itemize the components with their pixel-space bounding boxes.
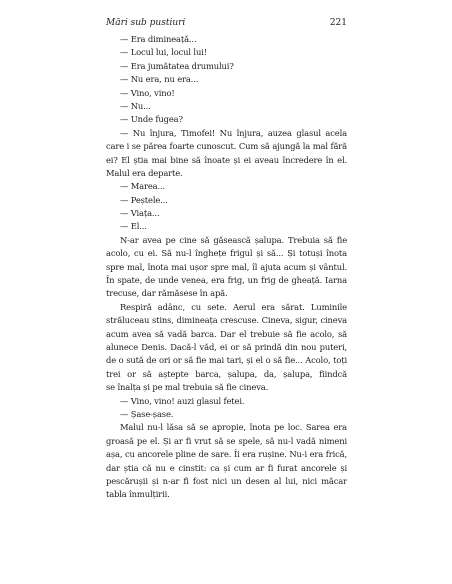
text-line: — Nu era, nu era... [120,74,199,85]
text-line: — Marea... [120,181,166,192]
text-line: dar știa că nu e cinstit: ca și cum ar fi furat ancorele și [106,462,347,473]
text-line: — Vino, vino! [120,87,175,98]
text-line: — Nu... [120,100,151,111]
text-line: spre mal, înota mai ușor spre mal, îl ajuta acum și vântul. [106,261,347,272]
text-line: trei or să aștepte barca, șalupa, da, șalupa, fiindcă [106,368,347,379]
text-line: ei? El știa mai bine să înoate și ei aveau încredere în el. [106,154,347,165]
text-line: străluceau stins, dimineața crescuse. Cineva, sigur, cineva [106,315,347,326]
text-line: de o sută de ori or să fie mai tari, și el o să fie... Acolo, toți [106,355,347,366]
text-line: se înalța și pe mal trebuia să fie cineva. [106,382,269,393]
text-line: În spate, de unde venea, era frig, un frig de gheață. Iarna [106,275,347,286]
text-line: N-ar avea pe cine să găsească șalupa. Trebuia să fie [120,234,347,245]
text-line: alunece Denis. Dacă-l văd, ei or să prindă din nou puteri, [106,341,347,352]
text-line: — Vino, vino! auzi glasul fetei. [120,395,245,406]
text-line: — Nu înjura, Timofei! Nu înjura, auzea glasul acela [120,127,347,138]
text-line: — El... [120,221,147,232]
text-line: tabla înmulțirii. [106,489,170,500]
text-line: — Era dimineață... [120,34,197,44]
text-line: groasă pe el. Și ar fi vrut să se spele, să nu-l vadă nimeni [106,435,347,446]
text-line: trecuse, dar rămăsese în apă. [106,288,228,299]
body-text [106,33,347,502]
running-header [106,18,347,32]
text-line: — Viața... [120,208,160,219]
text-line: care i se părea foarte cunoscut. Cum să ajungă la mal fără [106,141,347,152]
text-line: Malul nu-l lăsa să se apropie, înota pe loc. Sarea era [120,422,347,433]
text-line: Respiră adânc, cu sete. Aerul era sărat. Luminile [120,301,347,312]
text-line: pescărușii și n-ar fi fost nici un desen al lui, nici măcar [106,475,347,486]
text-line: acum avea să vadă barca. Dar el trebuie să fie acolo, să [106,328,347,339]
text-line: — Șase-șase. [120,408,174,419]
page-number: 221 [329,18,347,28]
text-line: așa, cu ancorele pline de sare. Îi era rușine. Nu-i era frică, [106,449,347,460]
text-line: — Era jumătatea drumului? [120,60,234,71]
text-line: — Peștele... [120,194,168,205]
text-line: acolo, cu ei. Să nu-l înghețe frigul și să... Și totuși înota [106,248,347,259]
text-line: — Unde fugea? [120,114,183,125]
text-line: — Locul lui, locul lui! [120,47,207,58]
text-line: Malul era departe. [106,167,183,178]
running-title: Mări sub pustiuri [106,18,186,28]
